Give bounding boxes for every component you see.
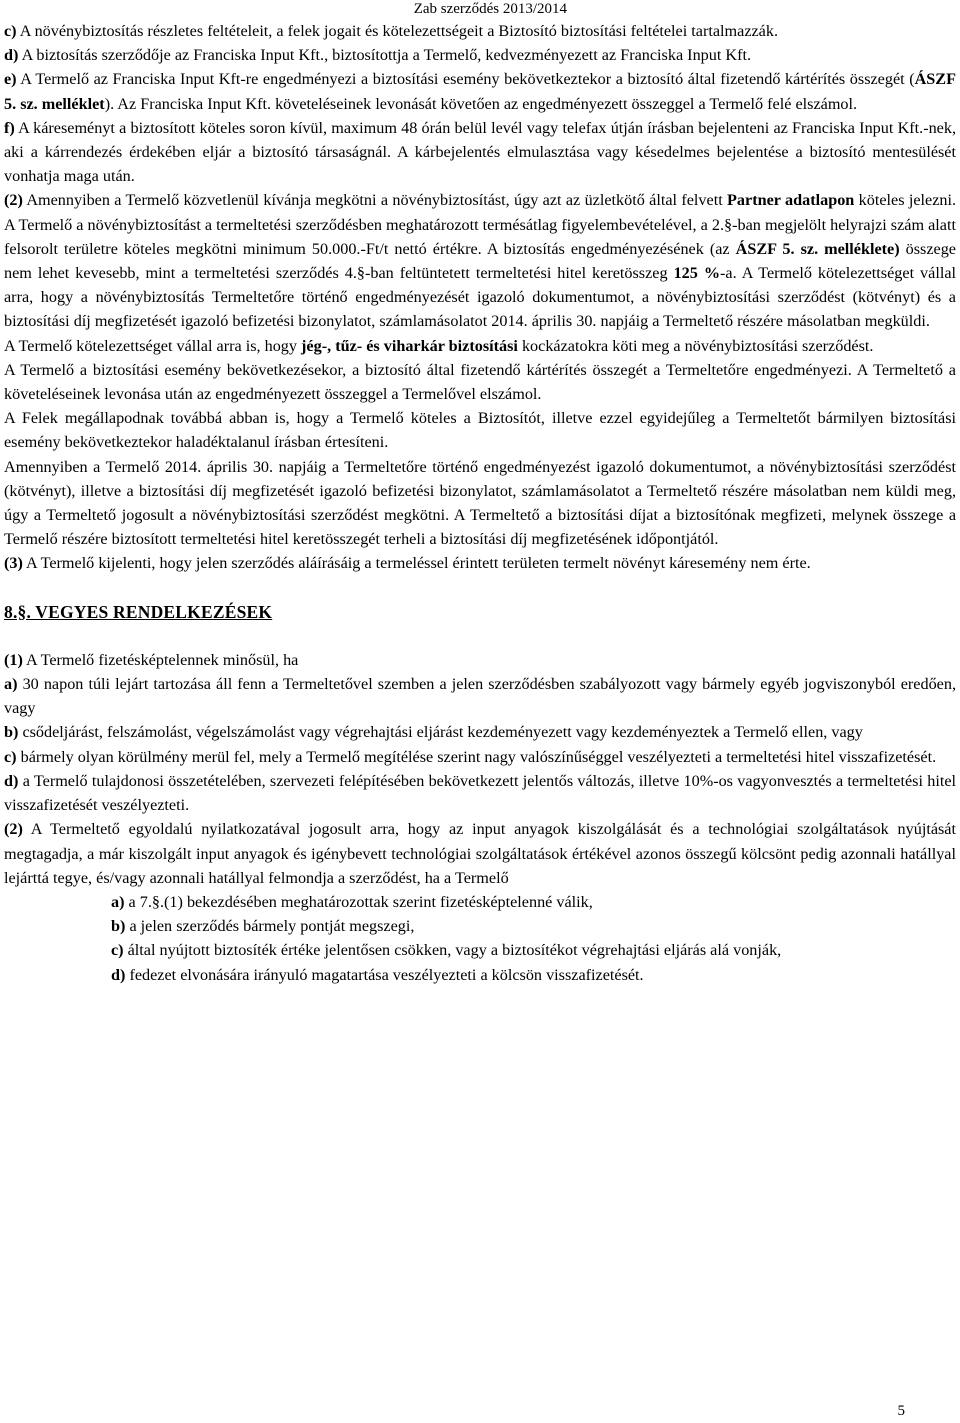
paragraph-label: (2)	[4, 191, 23, 210]
clause-8-1-a	[4, 672, 956, 720]
clause-label: f)	[4, 118, 15, 137]
paragraph-7-2-assignment: A Termelő a biztosítási esemény bekövetkezésekor, a biztosító által fizetendő kártérítés összegét a Termeltetőre engedményezi. A Termeltető a követeléseinek levonása után az engedményezett összeggel a Termelővel elszámol.	[4, 360, 956, 404]
paragraph-label: (1)	[4, 650, 23, 669]
clause-label: e)	[4, 70, 17, 89]
clause-7-1-d	[4, 43, 956, 67]
paragraph-bold: ÁSZF 5. sz. melléklete)	[735, 239, 900, 258]
clause-8-1-d	[4, 769, 956, 817]
clause-text: a Termelő tulajdonosi összetételében, szervezeti felépítésében bekövetkezett jelentős változás, illetve 10%-os vagyonvesztés a termeltetési hitel visszafizetését veszélyezteti.	[4, 771, 956, 815]
clause-label: c)	[4, 22, 17, 40]
paragraph-text: köteles jelezni. A Termelő a növénybiztosítást a termeltetési szerződésben meghatározott termésátlag figyelembevételével, a 2.§-ban megjelölt helyrajzi szám alatt felsorolt területre köteles megkötni minimum 50.000.-Ft/t nettó értékre. A biztosítás engedményezésének (az	[4, 191, 957, 258]
spacer	[4, 624, 956, 648]
paragraph-8-1	[4, 648, 956, 672]
section-8-heading: 8.§. VEGYES RENDELKEZÉSEK	[4, 601, 273, 622]
clause-text: 30 napon túli lejárt tartozása áll fenn a Termeltetővel szemben a jelen szerződésben szabályozott vagy bármely egyéb jogviszonyból eredően, vagy	[4, 675, 957, 718]
paragraph-7-3	[4, 551, 956, 575]
clause-text: A káreseményt a biztosított köteles soron kívül, maximum 48 órán belül levél vagy telefax útján írásban bejelenteni az Franciska Input Kft.-nek, aki a kárrendezés érdekében eljár a biztosító társaságnál. A kárbejelentés elmulasztása vagy késedelmes bejelentése a biztosító mentesülését vonhatja maga után.	[4, 118, 957, 186]
clause-text: csődeljárást, felszámolást, végelszámolást vagy végrehajtási eljárást kezdeményezett vagy kezdeményeztek a Termelő ellen, vagy	[22, 723, 863, 742]
document-body	[4, 19, 956, 987]
clause-text: ). Az Franciska Input Kft. követeléseinek levonását követően az engedményezett összeggel a Termelő felé elszámol.	[104, 94, 858, 113]
clause-text: A biztosítás szerződője az Franciska Input Kft., biztosítottja a Termelő, kedvezményezett az Franciska Input Kft.	[21, 46, 752, 65]
paragraph-text: összege nem lehet kevesebb, mint a termeltetési szerződés 4.§-ban feltüntetett termeltetési hitel keretösszeg	[4, 239, 956, 283]
clause-label: d)	[4, 46, 19, 65]
paragraph-7-2	[4, 188, 956, 333]
page-header: Zab szerződés 2013/2014	[413, 1, 567, 17]
clause-label: a)	[111, 892, 125, 911]
clause-label: d)	[4, 771, 19, 790]
paragraph-text: -a. A Termelő kötelezettséget vállal arra, hogy a növénybiztosítás Termeltetőre történő engedményezését igazoló dokumentumot, a növénybiztosítási szerződést (kötvényt) és a biztosítási díj megfizetését igazoló befizetési bizonylatot, számlamásolatot 2014. április 30. napjáig a Termeltető részére másolatban megküldi.	[4, 264, 956, 331]
paragraph-text: kockázatokra köti meg a növénybiztosítási szerződést.	[521, 336, 874, 355]
clause-text: fedezet elvonására irányuló magatartása veszélyezteti a kölcsön visszafizetését.	[129, 965, 644, 984]
clause-8-1-b	[4, 720, 956, 744]
paragraph-text: A Termelő kijelenti, hogy jelen szerződés aláírásáig a termeléssel érintett területen termelt növényt káresemény nem érte.	[26, 554, 811, 573]
clause-label: c)	[4, 747, 17, 766]
paragraph-7-2-hail	[4, 334, 956, 358]
clause-bold: ÁSZF 5. sz. melléklet	[4, 70, 956, 113]
clause-label: b)	[4, 723, 19, 742]
clause-text: bármely olyan körülmény merül fel, mely a Termelő megítélése szerint nagy valószínűséggel veszélyezteti a termeltetési hitel visszafizetését.	[20, 747, 937, 766]
paragraph-text: A Termelő fizetésképtelennek minősül, ha	[26, 650, 299, 669]
sub-clause-8-2-d	[111, 963, 956, 987]
sub-clause-8-2-a	[111, 890, 956, 914]
clause-text: a jelen szerződés bármely pontját megszegi,	[129, 917, 415, 936]
clause-text: A növénybiztosítás részletes feltételeit, a felek jogait és kötelezettségeit a Biztosító biztosítási feltételei tartalmazzák.	[19, 22, 779, 40]
paragraph-7-2-deadline: Amennyiben a Termelő 2014. április 30. napjáig a Termeltetőre történő engedményezést igazoló dokumentumot, a növénybiztosítási szerződést (kötvényt), illetve a biztosítási díj megfizetését igazoló befizetési bizonylatot, számlamásolatot a Termeltető részére másolatban nem küldi meg, úgy a Termeltető jogosult a növénybiztosítási szerződést megkötni. A Termeltető a biztosítási díjat a biztosítónak megfizeti, melynek összege a Termelő részére biztosított termeltetési hitel keretösszegét terheli a biztosítási díj megfizetésének időpontjától.	[4, 457, 956, 549]
clause-label: c)	[111, 941, 124, 960]
clause-text: által nyújtott biztosíték értéke jelentősen csökken, vagy a biztosítékot végrehajtási eljárás alá vonják,	[127, 941, 782, 960]
paragraph-text: A Termelő kötelezettséget vállal arra is, hogy	[4, 336, 297, 355]
page-number: 5	[897, 1403, 905, 1419]
clause-8-1-c	[4, 745, 956, 769]
paragraph-bold: jég-, tűz- és viharkár biztosítási	[301, 336, 518, 355]
clause-7-1-e	[4, 67, 956, 115]
spacer	[4, 576, 956, 600]
paragraph-7-2-notify: A Felek megállapodnak továbbá abban is, hogy a Termelő köteles a Biztosítót, illetve ezzel egyidejűleg a Termeltetőt bármilyen biztosítási esemény bekövetkeztekor haladéktalanul írásban értesíteni.	[4, 409, 956, 452]
paragraph-label: (3)	[4, 554, 23, 573]
clause-7-1-c	[4, 19, 956, 43]
paragraph-text: A Termeltető egyoldalú nyilatkozatával jogosult arra, hogy az input anyagok kiszolgálását és a technológiai szolgáltatások nyújtását megtagadja, a már kiszolgált input anyagok és igénybevett technológiai szolgáltatások értékével azonos összegű kölcsönt pedig azonnali hatállyal lejárttá tegye, és/vagy azonnali hatállyal felmondja a szerződést, ha a Termelő	[4, 820, 956, 887]
clause-label: d)	[111, 965, 126, 984]
paragraph-8-2	[4, 817, 956, 890]
paragraph-bold: 125 %	[673, 264, 721, 283]
clause-text: A Termelő az Franciska Input Kft-re engedményezi a biztosítási esemény bekövetkeztekor a biztosító által fizetendő kártérítés összegét (	[20, 70, 915, 89]
clause-text: a 7.§.(1) bekezdésében meghatározottak szerint fizetésképtelenné válik,	[128, 892, 593, 911]
paragraph-label: (2)	[4, 820, 23, 839]
sub-clause-8-2-c	[111, 938, 956, 962]
sub-clause-8-2-b	[111, 914, 956, 938]
clause-label: a)	[4, 675, 18, 694]
clause-label: b)	[111, 917, 126, 936]
paragraph-text: Amennyiben a Termelő közvetlenül kívánja megkötni a növénybiztosítást, úgy azt az üzletkötő által felvett	[26, 191, 723, 210]
paragraph-bold: Partner adatlapon	[727, 191, 855, 210]
clause-7-1-f	[4, 116, 956, 189]
